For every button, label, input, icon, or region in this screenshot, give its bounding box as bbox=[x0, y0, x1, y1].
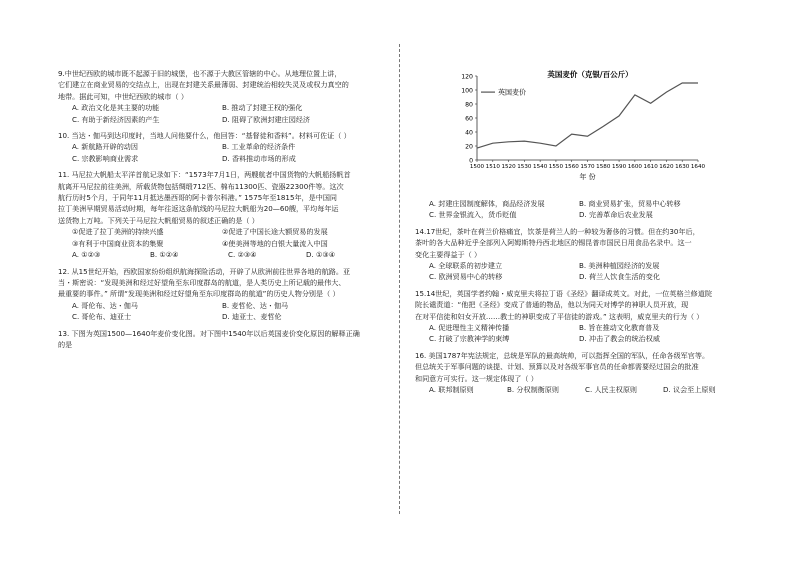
q10-options bbox=[72, 141, 388, 164]
x-tick-label: 1580 bbox=[596, 164, 611, 170]
q11-options bbox=[72, 249, 388, 260]
q13-options bbox=[429, 198, 745, 221]
q11-line-3: 航行历时5个月，于同年11月抵达墨西哥的阿卡普尔科港。” 1575年至1815年，是中国同 bbox=[58, 193, 338, 203]
q11-option-a[interactable]: A. ①②③ bbox=[72, 250, 101, 260]
left-column bbox=[58, 68, 388, 350]
x-tick-label: 1560 bbox=[564, 164, 579, 170]
y-tick-label: 20 bbox=[465, 143, 473, 151]
q15-option-a[interactable]: A. 促进理性主义精神传播 bbox=[429, 323, 510, 333]
question-14 bbox=[415, 226, 745, 283]
x-tick-label: 1590 bbox=[611, 164, 627, 170]
q11-statement-3: ③有利于中国商业资本的集聚 bbox=[72, 238, 164, 248]
q15-option-d[interactable]: D. 冲击了教会的统治权威 bbox=[579, 334, 660, 344]
y-tick-label: 60 bbox=[465, 115, 473, 123]
q14-line-3: 变化主要得益于（ ） bbox=[415, 249, 482, 259]
x-tick-label: 1610 bbox=[643, 164, 658, 170]
q9-option-d[interactable]: D. 阻碍了欧洲封建庄园经济 bbox=[222, 114, 311, 124]
q16-line-2: 但总统关于军事问题的谈提、计划、预算以及对各级军事官员的任命都需要经过国会的批准 bbox=[415, 362, 699, 372]
question-11 bbox=[58, 169, 388, 260]
x-tick-label: 1520 bbox=[501, 164, 516, 170]
x-tick-label: 1540 bbox=[533, 164, 548, 170]
q9-options bbox=[72, 102, 388, 125]
q11-option-d[interactable]: D. ①③④ bbox=[306, 250, 336, 260]
q16-line-3: 和同意方可实行。这一规定体现了（ ） bbox=[415, 373, 538, 383]
q10-option-a[interactable]: A. 新航路开辟的动因 bbox=[72, 142, 138, 152]
x-tick-label: 1570 bbox=[580, 164, 595, 170]
question-13-options bbox=[415, 198, 745, 221]
wheat-price-chart bbox=[415, 44, 715, 194]
q16-option-d[interactable]: D. 议会至上原则 bbox=[663, 385, 716, 395]
x-axis-label: 年 份 bbox=[579, 173, 596, 181]
x-tick-label: 1630 bbox=[675, 164, 690, 170]
q14-line-2: 茶叶的各大品种近乎全部列入阿姆斯特丹西北地区的锡昆普市国民日用食品名录中。这一 bbox=[415, 238, 692, 248]
x-tick-label: 1640 bbox=[690, 164, 706, 170]
x-axis bbox=[470, 160, 706, 170]
q9-line-2: 它们建立在商业贸易的交结点上，出现在封建关系最薄弱、封建统治相较失灵及或权力真空的 bbox=[58, 80, 349, 90]
y-axis bbox=[461, 73, 477, 164]
column-divider bbox=[399, 44, 400, 514]
x-tick-label: 1530 bbox=[517, 164, 532, 170]
q15-line-1: 15.14世纪，英国学者约翰・威克里夫将拉丁语《圣经》翻译成英文。对此，一位英格兰修道院 bbox=[415, 288, 712, 298]
q9-line-3: 地带。据此可知，中世纪西欧的城市（ ） bbox=[58, 91, 188, 101]
legend-label: 英国麦价 bbox=[498, 88, 526, 97]
q11-line-2: 航离开马尼拉前往美洲，所载货物包括绸缎712匹、棉布11300匹、瓷器22300件等。这次 bbox=[58, 181, 344, 191]
q16-option-a[interactable]: A. 联邦制原则 bbox=[429, 385, 474, 395]
q11-line-4: 拉丁美洲早期贸易活动时期，每年往返这条航线的马尼拉大帆船为20—60艘，平均每年运 bbox=[58, 204, 339, 214]
q11-option-b[interactable]: B. ①②④ bbox=[150, 250, 179, 260]
question-16 bbox=[415, 350, 745, 396]
q10-option-c[interactable]: C. 宗教影响商业需求 bbox=[72, 153, 139, 163]
q13-option-d[interactable]: D. 完善革命后农业发展 bbox=[579, 210, 653, 220]
q14-option-c[interactable]: C. 欧洲贸易中心的转移 bbox=[429, 272, 503, 282]
q11-statement-2: ②促进了中国长途大额贸易的发展 bbox=[222, 227, 328, 237]
q12-line-2: 当・斯密说：“发现美洲和经过好望角至东印度群岛的航道，是人类历史上所记载的最伟大、 bbox=[58, 277, 346, 287]
y-tick-label: 120 bbox=[461, 73, 473, 81]
q11-line-1: 11. 马尼拉大帆船太平洋首航记录如下：“1573年7月1日，两艘航者中国货物的大帆船扬帆首 bbox=[58, 170, 351, 180]
q10-option-d[interactable]: D. 香料推动市场的形成 bbox=[222, 153, 296, 163]
q11-statements bbox=[72, 226, 388, 249]
q11-statement-4: ④使美洲等地的白银大量流入中国 bbox=[222, 238, 328, 248]
q15-line-2: 院长谴责道：“他把《圣经》变成了普通的物品，他以为同天对博学的神职人员开放，现 bbox=[415, 300, 689, 310]
q14-option-b[interactable]: B. 美洲种植园经济的发展 bbox=[579, 261, 660, 271]
q14-options bbox=[429, 260, 745, 283]
q12-option-c[interactable]: C. 哥伦布、迪亚士 bbox=[72, 312, 132, 322]
q16-options bbox=[429, 384, 745, 395]
q10-option-b[interactable]: B. 工业革命的经济条件 bbox=[222, 142, 296, 152]
q15-option-c[interactable]: C. 打破了宗教神学的束缚 bbox=[429, 334, 510, 344]
q15-option-b[interactable]: B. 旨在推动文化教育普及 bbox=[579, 323, 660, 333]
q13-line-1: 13. 下图为英国1500—1640年麦价变化图。对下图中1540年以后英国麦价变化原因的解释正确 bbox=[58, 328, 360, 338]
q14-line-1: 14.17世纪，茶叶在荷兰价格痛宜，饮茶是荷兰人的一种较为奢侈的习惯。但在约30年后， bbox=[415, 226, 700, 236]
q12-option-b[interactable]: B. 麦哲伦、达・伽马 bbox=[222, 300, 289, 310]
q11-line-5: 送货物上万吨。下列关于马尼拉大帆船贸易的叙述正确的是（ ） bbox=[58, 215, 259, 225]
y-tick-label: 0 bbox=[469, 157, 473, 165]
x-tick-label: 1550 bbox=[548, 164, 564, 170]
q12-line-1: 12. 从15世纪开始，西欧国家纷纷组织航海探险活动，开辟了从欧洲前往世界各地的航路。亚 bbox=[58, 266, 351, 276]
q14-option-d[interactable]: D. 荷兰人饮食生活的变化 bbox=[579, 272, 660, 282]
q14-option-a[interactable]: A. 全球联系的初步建立 bbox=[429, 261, 503, 271]
y-tick-label: 80 bbox=[465, 101, 473, 109]
q15-options bbox=[429, 322, 745, 345]
question-9 bbox=[58, 68, 388, 125]
q16-option-c[interactable]: C. 人民主权原则 bbox=[585, 385, 638, 395]
right-column bbox=[415, 198, 745, 396]
question-15 bbox=[415, 288, 745, 345]
y-tick-label: 100 bbox=[461, 87, 473, 95]
chart-title: 英国麦价（克银/百公斤） bbox=[547, 70, 633, 79]
q16-option-b[interactable]: B. 分权制衡原则 bbox=[507, 385, 559, 395]
x-tick-label: 1600 bbox=[627, 164, 642, 170]
q13-line-2: 的是 bbox=[58, 339, 73, 349]
q12-line-3: 最重要的事件。” 所谓“发现美洲和经过好望角至东印度群岛的航道”的历史人物分别是（ ） bbox=[58, 289, 340, 299]
q9-option-b[interactable]: B. 推动了封建王权的强化 bbox=[222, 103, 303, 113]
question-10 bbox=[58, 130, 388, 164]
q15-line-3: 在对平信徒和妇女开放……教士的神职变成了平信徒的游戏。” 这表明，威克里夫的行为（ ） bbox=[415, 311, 704, 321]
q12-option-a[interactable]: A. 哥伦布、达・伽马 bbox=[72, 300, 138, 310]
question-13 bbox=[58, 328, 388, 351]
x-tick-label: 1500 bbox=[469, 164, 485, 170]
q9-option-c[interactable]: C. 有助于新经济因素的产生 bbox=[72, 114, 160, 124]
q13-option-b[interactable]: B. 商业贸易扩张，贸易中心转移 bbox=[579, 199, 681, 208]
q11-statement-1: ①促进了拉丁美洲的持续兴盛 bbox=[72, 227, 164, 237]
q9-line-1: 9.中世纪西欧的城市既不起源于旧的城堡，也不源于大教区管辖的中心。从地理位置上讲， bbox=[58, 69, 342, 78]
q12-option-d[interactable]: D. 迪亚士、麦哲伦 bbox=[222, 312, 282, 322]
q12-options bbox=[72, 300, 388, 323]
q13-option-c[interactable]: C. 世界金银流入，货币贬值 bbox=[429, 210, 517, 220]
q9-option-a[interactable]: A. 政治文化是其主要的功能 bbox=[72, 103, 160, 113]
y-tick-label: 40 bbox=[465, 129, 473, 137]
q11-option-c[interactable]: C. ②③④ bbox=[228, 250, 257, 260]
x-tick-label: 1620 bbox=[659, 164, 674, 170]
q10-line-1: 10. 当达・伽马到达印度时，当地人问他要什么，他回答：“基督徒和香料”。材料可佐证（ ） bbox=[58, 131, 351, 141]
q16-line-1: 16. 美国1787年宪法规定，总统是军队的最高统帅，可以指挥全国的军队，任命各级军官等。 bbox=[415, 350, 710, 360]
q13-option-a[interactable]: A. 封建庄园制度解体，商品经济发展 bbox=[429, 199, 545, 208]
question-12 bbox=[58, 266, 388, 323]
x-tick-label: 1510 bbox=[485, 164, 500, 170]
